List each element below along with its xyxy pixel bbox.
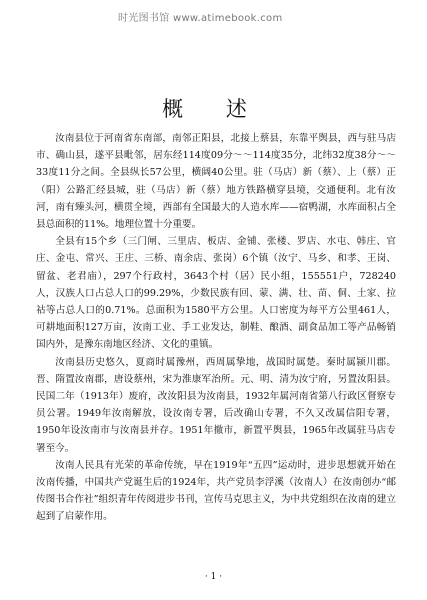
paragraph-administration: 全县有15个乡（三门闸、三里店、板店、金铺、张楼、罗店、水屯、韩庄、官庄、金屯、常兴、王庄、三桥、南余店、张岗）6个镇（汝宁、马乡、和孝、王岗、留盆、老君庙），297个行政村，3643个村（居）民小组，155551户，728240人，汉族人口占总人口的99.29%，少数民族有回、蒙、满、壮、苗、侗、土家、拉祜等占总人口的0.71%。总面积为1580平方公里。人口密度为每平方公里461人，可耕地面积127万亩，汝南工业、手工业发达，制鞋、酿酒、副食品加工等产品畅销国内外，是豫东南地区经济、文化的重镇。	[36, 236, 396, 351]
paragraph-geography: 汝南县位于河南省东南部，南邻正阳县，北接上蔡县，东靠平舆县，西与驻马店市、确山县，遂平县毗邻，居东经114度09分～～114度35分，北纬32度38分～～33度11分之间。全县纵长57公里，横阔40公里。驻（马店）新（蔡）、上（蔡）正（阳）公路汇经县城，驻（马店）新（蔡）地方铁路横穿县境，交通便利。北有汝河，南有臻头河，横贯全境，西部有全国最大的人造水库——宿鸭湖，水库面积占全县总面积的11%。地理位置十分重要。	[36, 133, 396, 231]
page-title: 概 述	[162, 97, 265, 121]
paragraph-history: 汝南县历史悠久，夏商时属豫州，西周属挚地，战国时属楚。秦时属颍川郡。晋、隋置汝南郡，唐设蔡州，宋为淮康军治所。元、明、清为汝宁府，另置汝阳县。民国二年（1913年）废府，改汝阳县为汝南县，1932年属河南省第八行政区督察专员公署。1949年汝南解放，设汝南专署，后改确山专署，不久又改属信阳专署，1950年设汝南市与汝南县并存。1951年撤市，新置平舆县，1965年改属驻马店专署至今。	[36, 356, 396, 454]
watermark-text: 时光图书馆 www.atimebook.com	[118, 13, 283, 24]
paragraph-revolution: 汝南人民具有光荣的革命传统，早在1919年“五四”运动时，进步思想就开始在汝南传播，中国共产党诞生后的1924年，共产党员李浮溪（汝南人）在汝南创办“邮传图书合作社”组织青年传阅进步书刊，宣传马克思主义，为中共党组织在汝南的建立起到了启蒙作用。	[36, 459, 396, 523]
body-text	[36, 130, 396, 526]
page-number: · 1 ·	[204, 572, 223, 582]
